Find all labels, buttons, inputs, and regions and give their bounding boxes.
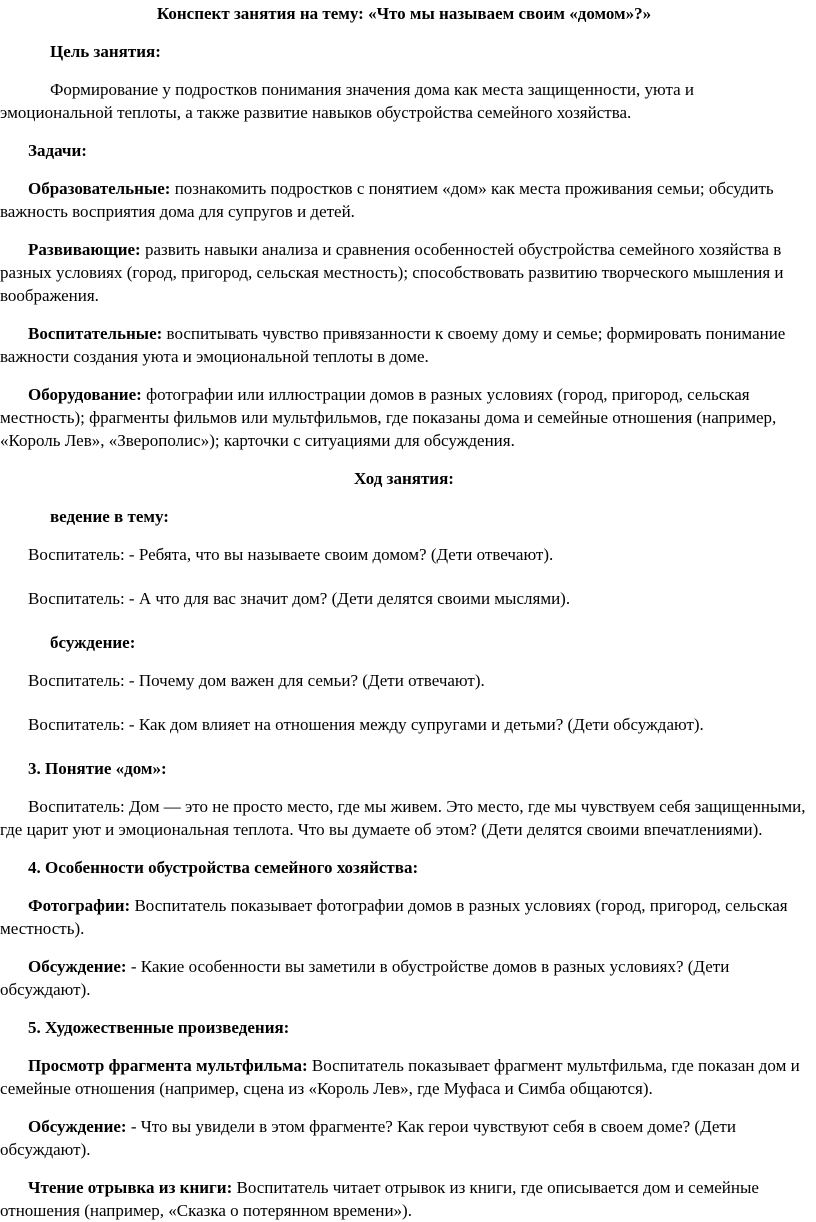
- section-5-reading-text: Воспитатель читает отрывок из книги, где описывается дом и семейные отношения (например, «Сказка о потерянном времени»).: [0, 1178, 759, 1220]
- discussion-question-1: Воспитатель: - Почему дом важен для семьи? (Дети отвечают).: [28, 671, 485, 690]
- section-5-view-text: Воспитатель показывает фрагмент мультфильма, где показан дом и семейные отношения (например, сцена из «Король Лев», где Муфаса и Симба общаются).: [0, 1056, 800, 1098]
- section-5-reading-paragraph: [0, 1176, 808, 1222]
- equipment-label: Оборудование:: [28, 385, 142, 404]
- upbringing-text: воспитывать чувство привязанности к своему дому и семье; формировать понимание важности создания уюта и эмоциональной теплоты в доме.: [0, 324, 786, 366]
- section-4-photos-paragraph: [0, 894, 808, 940]
- intro-question-2: Воспитатель: - А что для вас значит дом? (Дети делятся своими мыслями).: [28, 589, 571, 608]
- discussion-heading: бсуждение:: [50, 633, 136, 652]
- educational-label: Образовательные:: [28, 179, 171, 198]
- section-4-photos-label: Фотографии:: [28, 896, 131, 915]
- section-5-reading-label: Чтение отрывка из книги:: [28, 1178, 233, 1197]
- document-title: Конспект занятия на тему: «Что мы называем своим «домом»?»: [156, 4, 652, 23]
- section-5-view-label: Просмотр фрагмента мультфильма:: [28, 1056, 308, 1075]
- section-3-heading: 3. Понятие «дом»:: [28, 759, 167, 778]
- educational-paragraph: [0, 177, 808, 223]
- developing-paragraph: [0, 238, 808, 307]
- section-5-view-paragraph: [0, 1054, 808, 1100]
- section-4-discussion-label: Обсуждение:: [28, 957, 127, 976]
- tasks-heading: Задачи:: [28, 141, 87, 160]
- developing-label: Развивающие:: [28, 240, 141, 259]
- section-3-label: Воспитатель: [28, 797, 120, 816]
- upbringing-label: Воспитательные:: [28, 324, 163, 343]
- equipment-paragraph: [0, 383, 808, 452]
- section-5-discussion-text: - Что вы увидели в этом фрагменте? Как герои чувствуют себя в своем доме? (Дети обсуждают).: [0, 1117, 736, 1159]
- intro-heading: ведение в тему:: [50, 507, 169, 526]
- section-4-photos-text: Воспитатель показывает фотографии домов в разных условиях (город, пригород, сельская местность).: [0, 896, 788, 938]
- section-4-discussion-text: - Какие особенности вы заметили в обустройстве домов в разных условиях? (Дети обсуждают).: [0, 957, 730, 999]
- section-5-discussion-label: Обсуждение:: [28, 1117, 127, 1136]
- section-3-paragraph: [0, 795, 808, 841]
- goal-heading: Цель занятия:: [50, 42, 161, 61]
- section-5-discussion-paragraph: [0, 1115, 808, 1161]
- upbringing-paragraph: [0, 322, 808, 368]
- section-4-discussion-paragraph: [0, 955, 808, 1001]
- educational-text: познакомить подростков с понятием «дом» как места проживания семьи; обсудить важность восприятия дома для супругов и детей.: [0, 179, 774, 221]
- discussion-question-2: Воспитатель: - Как дом влияет на отношения между супругами и детьми? (Дети обсуждают).: [28, 715, 704, 734]
- equipment-text: фотографии или иллюстрации домов в разных условиях (город, пригород, сельская местность); фрагменты фильмов или мультфильмов, где показаны дома и семейные отношения (например, «Король Лев», «Зверополис»); карточки с ситуациями для обсуждения.: [0, 385, 777, 450]
- course-heading: Ход занятия:: [354, 469, 454, 488]
- developing-text: развить навыки анализа и сравнения особенностей обустройства семейного хозяйства в разных условиях (город, пригород, сельская местность); способствовать развитию творческого мышления и воображения.: [0, 240, 784, 305]
- section-4-heading: 4. Особенности обустройства семейного хозяйства:: [28, 858, 419, 877]
- goal-paragraph: Формирование у подростков понимания значения дома как места защищенности, уюта и эмоциональной теплоты, а также развитие навыков обустройства семейного хозяйства.: [0, 80, 695, 122]
- intro-question-1: Воспитатель: - Ребята, что вы называете своим домом? (Дети отвечают).: [28, 545, 554, 564]
- section-3-text: : Дом — это не просто место, где мы живем. Это место, где мы чувствуем себя защищенными, где царит уют и эмоциональная теплота. Что вы думаете об этом? (Дети делятся своими впечатлениями).: [0, 797, 806, 839]
- section-5-heading: 5. Художественные произведения:: [28, 1018, 290, 1037]
